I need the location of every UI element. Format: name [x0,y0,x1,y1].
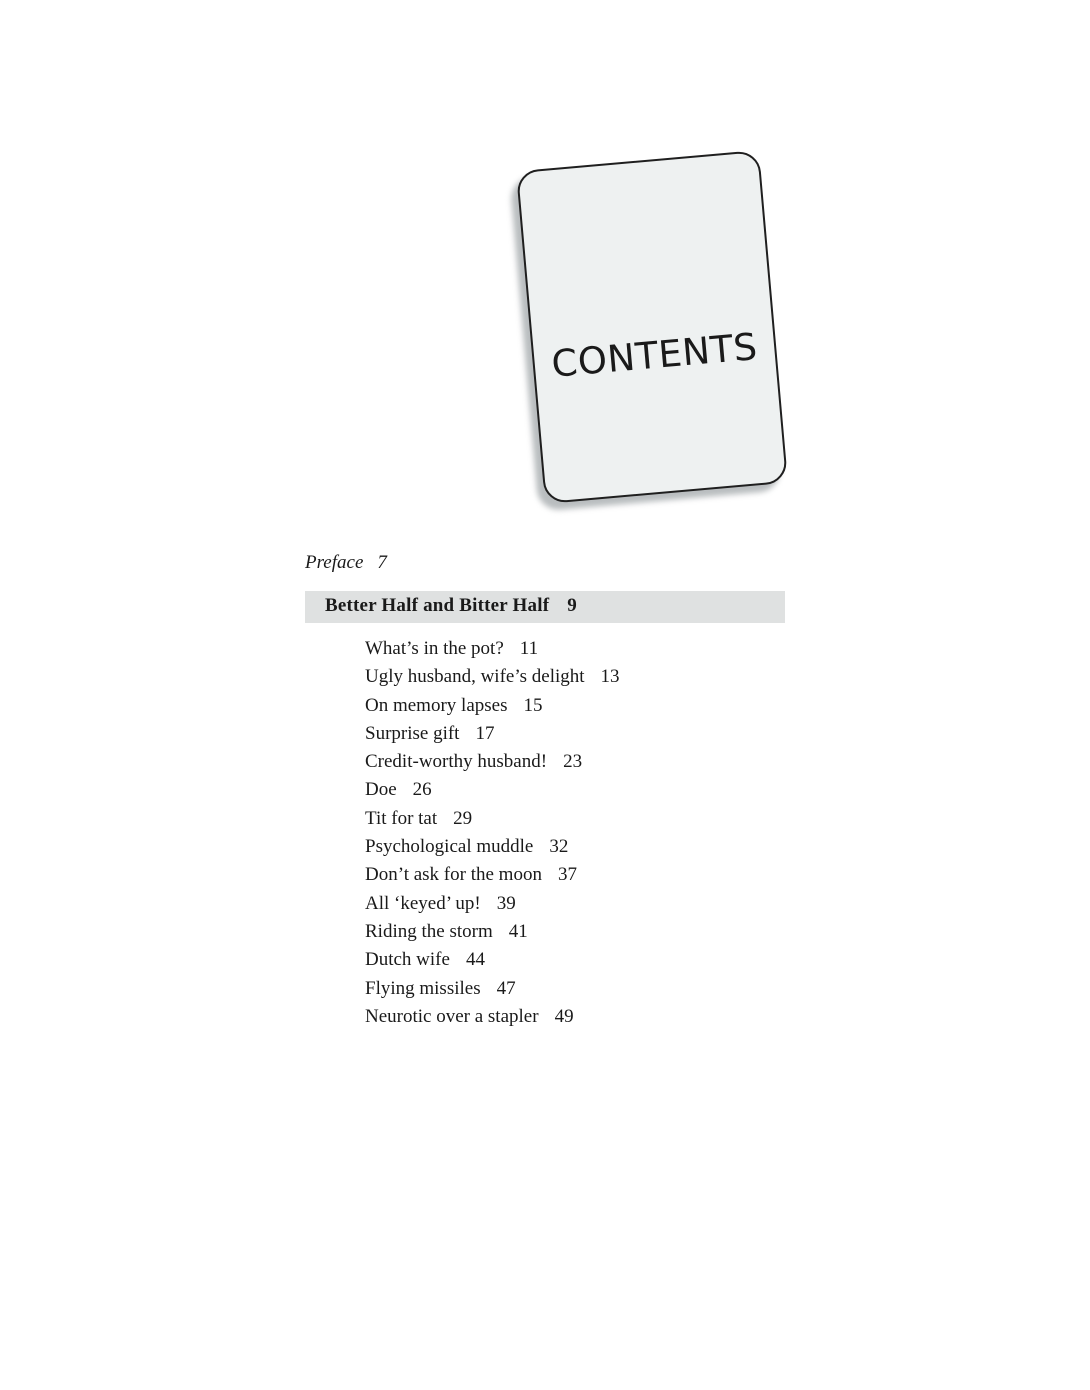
card-face [516,150,788,504]
toc-entry-page: 37 [557,864,577,886]
toc-entry-title: What’s in the pot? [365,638,504,659]
toc-entry-title: Don’t ask for the moon [365,864,542,886]
toc-entry[interactable] [365,948,620,976]
toc-entry-title: Flying missiles [365,977,481,999]
toc-entry-title: Credit-worthy husband! [365,751,548,773]
toc-entry-title: Riding the storm [365,920,493,942]
toc-entry[interactable] [365,694,620,722]
toc-entry-page: 17 [475,722,495,744]
contents-heading: CONTENTS [549,324,760,386]
section-title: Better Half and Bitter Half [325,595,550,616]
toc-entry-page: 32 [549,836,569,858]
toc-entry-title: Dutch wife [365,949,450,971]
preface-page-number: 7 [377,552,387,573]
section-header[interactable] [305,591,785,623]
toc-entry-page: 47 [496,977,516,999]
toc-entry[interactable] [365,863,620,891]
toc-entry-page: 26 [412,779,432,801]
toc-entry-page: 13 [600,666,620,688]
toc-entry[interactable] [365,977,620,1005]
toc-entry[interactable] [365,722,620,750]
toc-entry[interactable] [365,892,620,920]
toc-entry-page: 44 [465,949,485,971]
toc-entry-preface[interactable] [305,552,387,574]
toc-entry-page: 11 [519,638,539,659]
toc-entry-page: 15 [523,694,543,716]
toc-entry-page: 23 [563,751,583,773]
toc-entry-page: 39 [496,892,516,914]
toc-entry-title: On memory lapses [365,694,508,716]
toc-entry-page: 49 [554,1005,574,1027]
toc-entry[interactable] [365,665,620,693]
toc-entry[interactable] [365,835,620,863]
section-title-row [325,595,577,617]
toc-entry-title: Psychological muddle [365,836,534,858]
toc-list [365,637,620,1033]
toc-entry[interactable] [365,1005,620,1033]
toc-entry[interactable] [365,750,620,778]
toc-entry-title: Doe [365,779,397,801]
toc-entry-title: All ‘keyed’ up! [365,892,481,914]
toc-entry[interactable] [365,778,620,806]
toc-entry-title: Ugly husband, wife’s delight [365,666,585,688]
toc-entry[interactable] [365,637,620,665]
toc-entry[interactable] [365,807,620,835]
preface-label: Preface [305,552,364,573]
toc-entry-page: 29 [453,807,473,829]
contents-card [516,150,788,504]
toc-entry-title: Surprise gift [365,722,460,744]
toc-entry-page: 41 [508,920,528,942]
toc-entry-title: Tit for tat [365,807,438,829]
section-page-number: 9 [567,595,577,616]
toc-entry-title: Neurotic over a stapler [365,1005,539,1027]
toc-entry[interactable] [365,920,620,948]
